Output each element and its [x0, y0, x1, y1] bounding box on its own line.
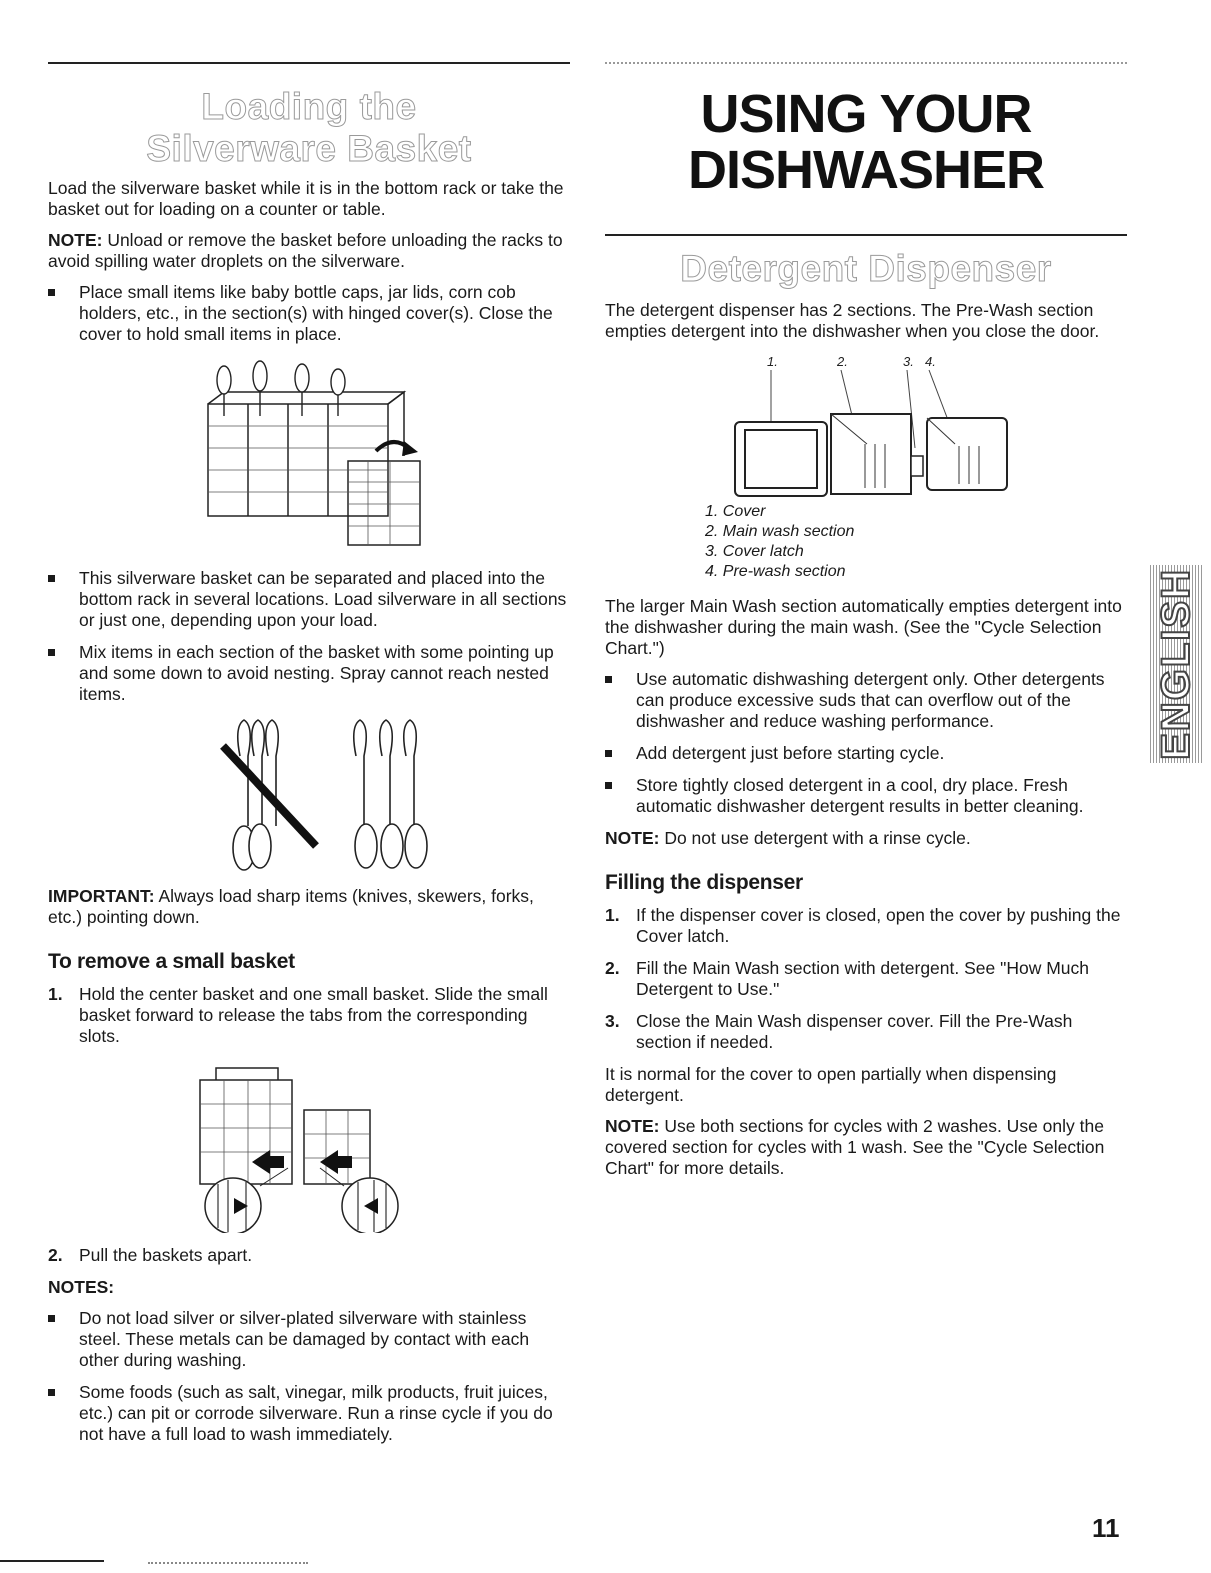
language-side-tab [1150, 565, 1202, 763]
page-number: 11 [1092, 1513, 1120, 1543]
list-item: Store tightly closed detergent in a cool, dry place. Fresh automatic dishwasher detergent results in better cleaning. [605, 775, 1127, 817]
step-text: Close the Main Wash dispenser cover. Fill the Pre-Wash section if needed. [636, 1011, 1073, 1052]
note2-text: Use both sections for cycles with 2 washes. Use only the covered section for cycles with 1 wash. See the "Cycle Selection Chart" for more details. [605, 1116, 1105, 1178]
list-item: Mix items in each section of the basket with some pointing up and some down to avoid nesting. Spray cannot reach nested items. [48, 642, 570, 705]
list-item: Add detergent just before starting cycle. [605, 743, 1127, 764]
filling-heading: Filling the dispenser [605, 871, 803, 894]
step-text: Hold the center basket and one small basket. Slide the small basket forward to release the tabs from the corresponding slots. [79, 984, 548, 1046]
note-label: NOTE: [48, 230, 103, 250]
legend-item: 1. Cover [705, 503, 766, 520]
remove-steps [48, 984, 570, 1047]
silverware-basket-illustration [48, 356, 570, 556]
list-item: Do not load silver or silver-plated silverware with stainless steel. These metals can be damaged by contact with each other during washing. [48, 1308, 570, 1371]
step-item [605, 958, 1127, 1000]
important-label: IMPORTANT: [48, 886, 155, 906]
note-paragraph [605, 828, 1127, 849]
step-text: If the dispenser cover is closed, open the cover by pushing the Cover latch. [636, 905, 1121, 946]
intro-paragraph: The detergent dispenser has 2 sections. The Pre-Wash section empties detergent into the dishwasher when you close the door. [605, 300, 1100, 341]
step-number: 3. [605, 1011, 620, 1031]
legend-item: 2. Main wash section [705, 523, 855, 540]
callout-1: 1. [767, 354, 778, 369]
list-item: This silverware basket can be separated and placed into the bottom rack in several locations. Load silverware in all sections or just one, depending upon your load. [48, 568, 570, 631]
note-text: Do not use detergent with a rinse cycle. [659, 828, 971, 848]
right-column [605, 62, 1127, 1189]
notes-label-text: NOTES: [48, 1277, 115, 1297]
important-paragraph [48, 886, 570, 928]
spoons-nesting-illustration [48, 716, 570, 876]
side-tab-label: ENGLISH [1153, 568, 1198, 760]
section-title: Detergent Dispenser [680, 248, 1052, 289]
step-number: 2. [605, 958, 620, 978]
callout-4: 4. [925, 354, 936, 369]
step-text: Pull the baskets apart. [79, 1245, 253, 1265]
bullet-list-2 [48, 568, 570, 705]
filling-steps [605, 905, 1127, 1053]
bullet-list [48, 282, 570, 345]
callout-3: 3. [903, 354, 914, 369]
main-wash-paragraph: The larger Main Wash section automatically empties detergent into the dishwasher during the main wash. (See the "Cycle Selection Chart.") [605, 596, 1122, 658]
note-text: Unload or remove the basket before unloading the racks to avoid spilling water droplets on the silverware. [48, 230, 563, 271]
page-title [605, 86, 1127, 198]
step-number: 2. [48, 1245, 63, 1265]
remove-basket-heading: To remove a small basket [48, 950, 295, 973]
basket-separation-illustration [48, 1058, 570, 1233]
step-number: 1. [48, 984, 63, 1004]
intro-paragraph: Load the silverware basket while it is in the bottom rack or take the basket out for loading on a counter or table. [48, 178, 564, 219]
left-column [48, 62, 570, 1456]
note-label: NOTE: [605, 828, 660, 848]
remove-steps-2 [48, 1245, 570, 1266]
page-title-line1: USING YOUR [700, 84, 1032, 144]
list-item: Some foods (such as salt, vinegar, milk products, fruit juices, etc.) can pit or corrode silverware. Run a rinse cycle if you do not have a full load to wash immediately. [48, 1382, 570, 1445]
section-title-line1: Loading the [201, 86, 417, 127]
step-item [48, 1245, 570, 1266]
page-title-line2: DISHWASHER [687, 140, 1045, 200]
step-number: 1. [605, 905, 620, 925]
dispenser-legend [605, 502, 1127, 582]
normal-paragraph: It is normal for the cover to open partially when dispensing detergent. [605, 1064, 1057, 1105]
step-item [48, 984, 570, 1047]
bullet-list [605, 669, 1127, 817]
detergent-dispenser-illustration [605, 352, 1127, 502]
section-title-line2: Silverware Basket [146, 128, 472, 169]
footer-dotted-rule [148, 1562, 308, 1564]
step-item [605, 905, 1127, 947]
list-item: Place small items like baby bottle caps, jar lids, corn cob holders, etc., in the section(s) with hinged cover(s). Close the cover to hold small items in place. [48, 282, 570, 345]
notes-list [48, 1308, 570, 1445]
step-item [605, 1011, 1127, 1053]
legend-item: 4. Pre-wash section [705, 563, 846, 580]
footer-rule [0, 1560, 104, 1562]
note2-paragraph [605, 1116, 1127, 1179]
note2-label: NOTE: [605, 1116, 660, 1136]
section-title [48, 86, 570, 170]
important-text: Always load sharp items (knives, skewers, forks, etc.) pointing down. [48, 886, 534, 927]
note-paragraph [48, 230, 570, 272]
legend-item: 3. Cover latch [705, 543, 804, 560]
list-item: Use automatic dishwashing detergent only. Other detergents can produce excessive suds that can overflow out of the dishwasher and reduce washing performance. [605, 669, 1127, 732]
callout-2: 2. [837, 354, 848, 369]
notes-label [48, 1277, 570, 1298]
step-text: Fill the Main Wash section with detergent. See "How Much Detergent to Use." [636, 958, 1089, 999]
